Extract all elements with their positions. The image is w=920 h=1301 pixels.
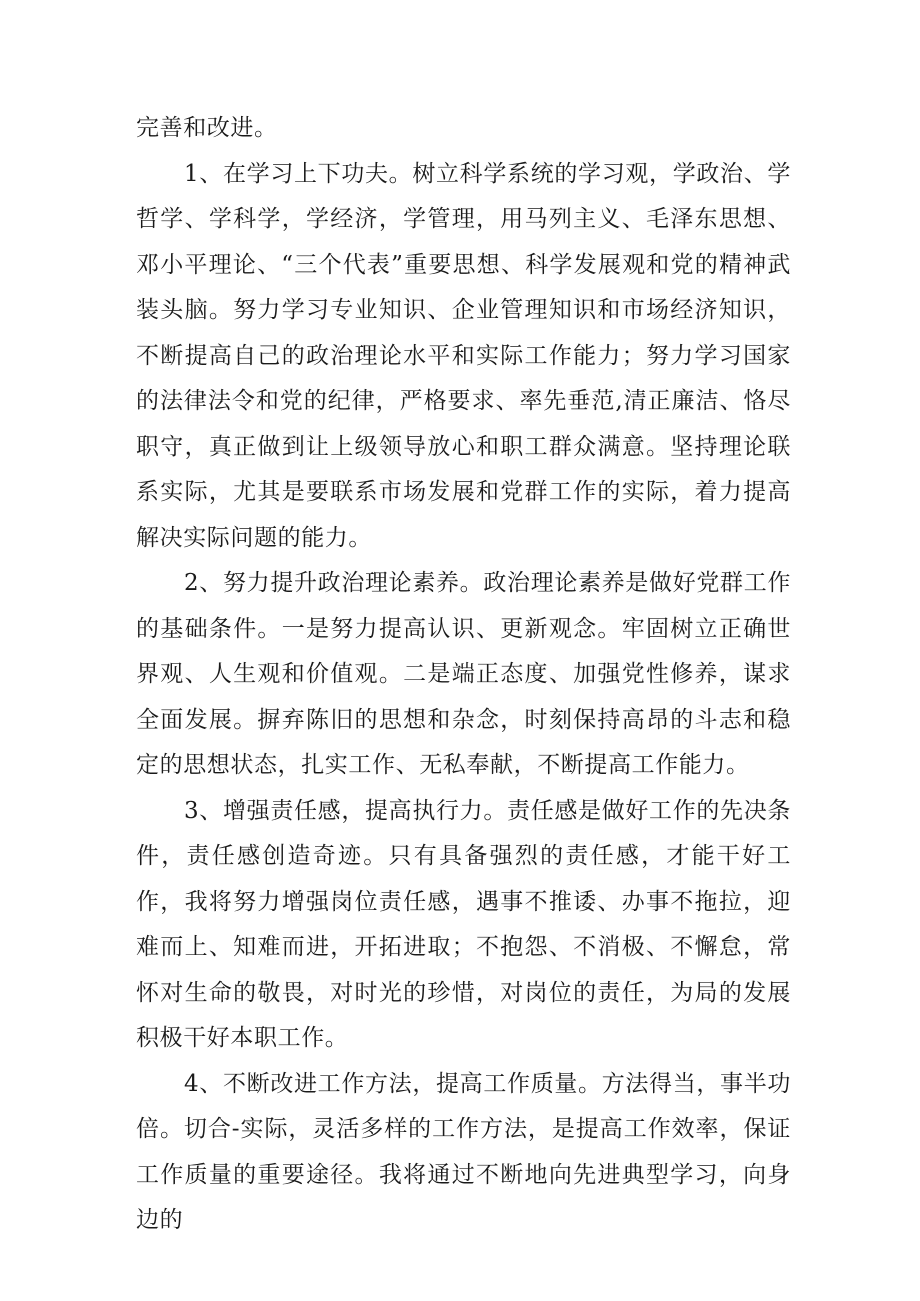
paragraph-item-1: 1、在学习上下功夫。树立科学系统的学习观，学政治、学哲学、学科学，学经济，学管理，用马列主义、毛泽东思想、邓小平理论、“三个代表”重要思想、科学发展观和党的精神武装头脑。努力学习专业知识、企业管理知识和市场经济知识，不断提高自己的政治理论水平和实际工作能力；努力学习国家的法律法令和党的纪律，严格要求、率先垂范,清正廉洁、恪尽职守，真正做到让上级领导放心和职工群众满意。坚持理论联系实际，尤其是要联系市场发展和党群工作的实际，着力提高解决实际问题的能力。 xyxy=(136,160,791,551)
paragraph-item-3: 3、增强责任感，提高执行力。责任感是做好工作的先决条件，责任感创造奇迹。只有具备强烈的责任感，才能干好工作，我将努力增强岗位责任感，遇事不推诿、办事不拖拉，迎难而上、知难而进，开拓进取；不抱怨、不消极、不懈怠，常怀对生命的敬畏，对时光的珍惜，对岗位的责任，为局的发展积极干好本职工作。 xyxy=(136,797,791,1051)
paragraph-item-2: 2、努力提升政治理论素养。政治理论素养是做好党群工作的基础条件。一是努力提高认识、更新观念。牢固树立正确世界观、人生观和价值观。二是端正态度、加强党性修养，谋求全面发展。摒弃陈旧的思想和杂念，时刻保持高昂的斗志和稳定的思想状态，扎实工作、无私奉献，不断提高工作能力。 xyxy=(136,570,791,778)
paragraph-continuation: 完善和改进。 xyxy=(136,115,278,141)
paragraph-item-4: 4、不断改进工作方法，提高工作质量。方法得当，事半功倍。切合-实际，灵活多样的工作方法，是提高工作效率，保证工作质量的重要途径。我将通过不断地向先进典型学习，向身边的 xyxy=(136,1070,791,1233)
document-body xyxy=(136,106,791,1244)
